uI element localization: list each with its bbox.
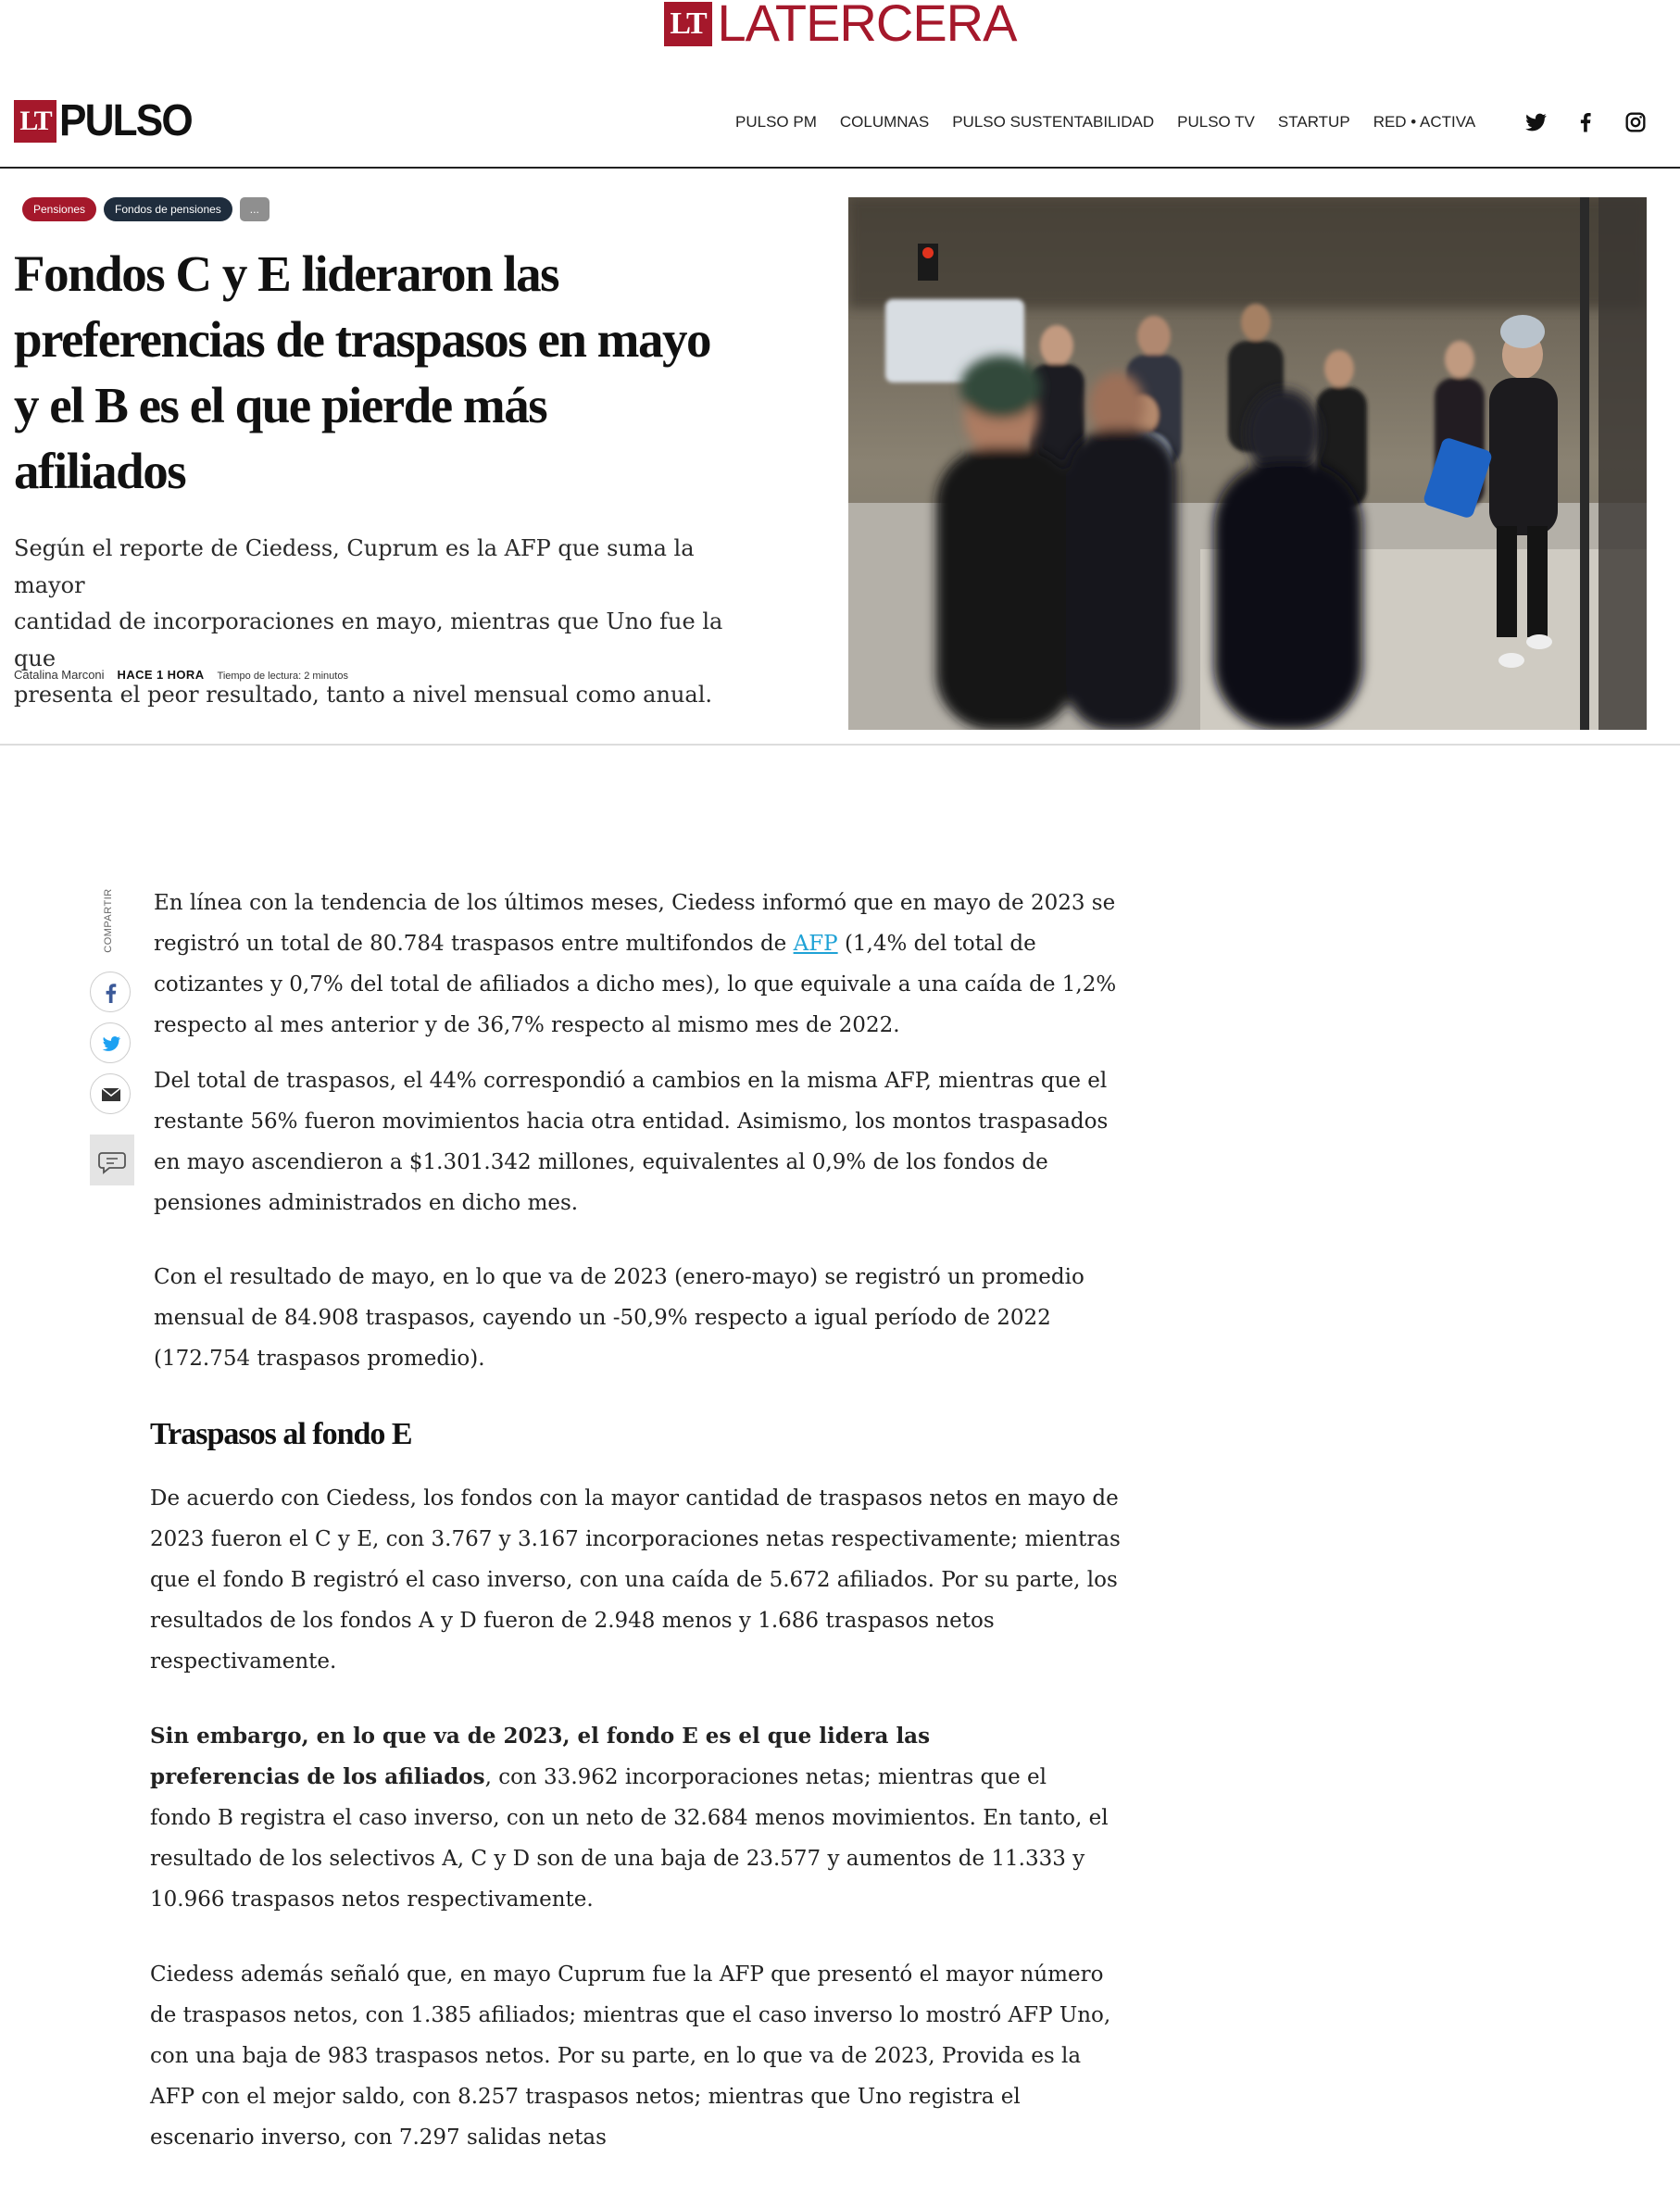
deck-line: cantidad de incorporaciones en mayo, mientras que Uno fue la que [14, 608, 723, 671]
article-headline [14, 241, 755, 504]
article-paragraph-2 [154, 1060, 1108, 1223]
pulso-lt-mark: LT [14, 100, 56, 143]
bold-text: preferencias de los afiliados [150, 1764, 485, 1789]
byline [14, 667, 348, 684]
nav-pulso-tv[interactable]: PULSO TV [1177, 113, 1255, 131]
paragraph-line: Ciedess además señaló que, en mayo Cuprum fue la AFP que presentó el mayor número [150, 1962, 1104, 1987]
nav-pulso-pm[interactable]: PULSO PM [735, 113, 817, 131]
hero-photo [848, 197, 1647, 730]
paragraph-line: en mayo ascendieron a $1.301.342 millones, equivalentes al 0,9% de los fondos de [154, 1150, 1048, 1174]
paragraph-line: Del total de traspasos, el 44% correspondió a cambios en la misma AFP, mientras que el [154, 1069, 1108, 1093]
pulso-logo[interactable] [14, 96, 203, 145]
share-twitter-button[interactable] [90, 1022, 131, 1063]
instagram-icon[interactable] [1623, 109, 1649, 135]
paragraph-text: registró un total de 80.784 traspasos entre multifondos de [154, 932, 794, 956]
paragraph-text: (1,4% del total de [837, 932, 1036, 956]
paragraph-line: pensiones administrados en dicho mes. [154, 1191, 579, 1215]
la-tercera-wordmark: LATERCERA [717, 0, 1017, 52]
paragraph-line: de traspasos netos, con 1.385 afiliados; mientras que el caso inverso lo mostró AFP Uno, [150, 2003, 1111, 2027]
nav-red-activa[interactable]: RED • ACTIVA [1373, 113, 1476, 131]
paragraph-line: De acuerdo con Ciedess, los fondos con la mayor cantidad de traspasos netos en mayo de [150, 1486, 1119, 1511]
paragraph-line: cotizantes y 0,7% del total de afiliados a dicho mes), lo que equivale a una caída de 1,2% [154, 972, 1117, 997]
la-tercera-masthead[interactable] [0, 0, 1680, 65]
hero-divider [0, 744, 1680, 746]
paragraph-line: 2023 fueron el C y E, con 3.767 y 3.167 incorporaciones netas respectivamente; mientras [150, 1527, 1121, 1551]
tag-fondos-de-pensiones[interactable]: Fondos de pensiones [104, 197, 232, 221]
afp-link[interactable]: AFP [793, 932, 838, 956]
headline-line: y el B es el que pierde más [14, 377, 547, 433]
nav-columnas[interactable]: COLUMNAS [839, 113, 930, 131]
pulso-wordmark: PULSO [59, 96, 192, 145]
paragraph-line: AFP con el mejor saldo, con 8.257 traspasos netos; mientras que Uno registra el [150, 2085, 1021, 2109]
headline-line: afiliados [14, 443, 186, 499]
article-paragraph-1 [154, 883, 1116, 1046]
paragraph-line: restante 56% fueron movimientos hacia otra entidad. Asimismo, los montos traspasados [154, 1110, 1109, 1134]
paragraph-line: respectivamente. [150, 1649, 337, 1674]
deck-line: presenta el peor resultado, tanto a nivel mensual como anual. [14, 682, 713, 708]
share-label-text: COMPARTIR [102, 888, 114, 953]
nav-startup[interactable]: STARTUP [1277, 113, 1350, 131]
article-paragraph-3 [154, 1257, 1084, 1379]
share-facebook-button[interactable] [90, 972, 131, 1012]
section-header [0, 89, 1680, 169]
article-deck [14, 531, 746, 714]
paragraph-line [150, 1757, 1109, 1798]
deck-line: Según el reporte de Ciedess, Cuprum es la AFP que suma la mayor [14, 535, 695, 598]
comments-button[interactable] [90, 1135, 134, 1185]
section-nav [735, 111, 1498, 133]
nav-pulso-sustentabilidad[interactable]: PULSO SUSTENTABILIDAD [952, 113, 1155, 131]
tag-pensiones[interactable]: Pensiones [22, 197, 96, 221]
lt-logo-mark: LT [664, 2, 712, 46]
article-paragraph-5 [150, 1716, 1109, 1920]
paragraph-line: que el fondo B registró el caso inverso, con una caída de 5.672 afiliados. Por su parte, los [150, 1568, 1118, 1592]
paragraph-line: En línea con la tendencia de los últimos meses, Ciedess informó que en mayo de 2023 se [154, 891, 1116, 915]
headline-line: preferencias de traspasos en mayo [14, 311, 711, 368]
paragraph-line: mensual de 84.908 traspasos, cayendo un -50,9% respecto a igual período de 2022 [154, 1306, 1051, 1330]
bold-text: Sin embargo, en lo que va de 2023, el fondo E es el que lidera las [150, 1724, 931, 1749]
paragraph-line: (172.754 traspasos promedio). [154, 1347, 485, 1371]
section-subheading: Traspasos al fondo E [150, 1417, 412, 1451]
paragraph-line [154, 923, 1116, 964]
paragraph-line: 10.966 traspasos netos respectivamente. [150, 1887, 594, 1912]
tag-more[interactable]: ... [240, 197, 270, 221]
paragraph-text: , con 33.962 incorporaciones netas; mientras que el [484, 1765, 1047, 1789]
publish-time: HACE 1 HORA [117, 668, 205, 682]
reading-time: Tiempo de lectura: 2 minutos [217, 671, 348, 682]
facebook-icon[interactable] [1573, 109, 1599, 135]
paragraph-line: resultado de los selectivos A, C y D son de una baja de 23.577 y aumentos de 11.333 y [150, 1847, 1085, 1871]
article-paragraph-6 [150, 1954, 1110, 2158]
paragraph-line: con una baja de 983 traspasos netos. Por su parte, en lo que va de 2023, Provida es la [150, 2044, 1082, 2068]
paragraph-line: fondo B registra el caso inverso, con un neto de 32.684 menos movimientos. En tanto, el [150, 1806, 1109, 1830]
article-paragraph-4 [150, 1478, 1121, 1682]
share-label [94, 888, 124, 956]
twitter-icon[interactable] [1523, 109, 1548, 135]
paragraph-line: respecto al mes anterior y de 36,7% respecto al mismo mes de 2022. [154, 1013, 900, 1037]
paragraph-line [150, 1716, 1109, 1757]
paragraph-line: resultados de los fondos A y D fueron de 2.948 menos y 1.686 traspasos netos [150, 1609, 995, 1633]
author-name[interactable]: Catalina Marconi [14, 668, 105, 682]
share-email-button[interactable] [90, 1073, 131, 1114]
paragraph-line: escenario inverso, con 7.297 salidas netas [150, 2125, 607, 2150]
headline-line: Fondos C y E lideraron las [14, 245, 558, 302]
paragraph-line: Con el resultado de mayo, en lo que va de 2023 (enero-mayo) se registró un promedio [154, 1265, 1084, 1289]
article-tags [22, 197, 270, 221]
